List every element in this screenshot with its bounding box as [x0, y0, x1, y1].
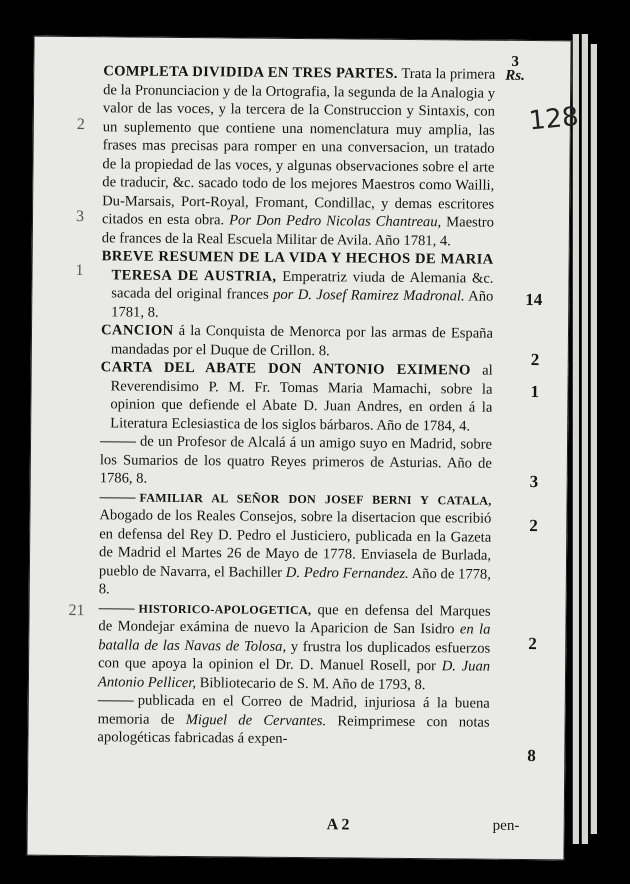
page-edge — [590, 44, 597, 834]
catalog-entry — [100, 432, 492, 491]
entry-author: D. Pedro Fernandez. — [285, 564, 409, 582]
entry-author: Por Don Pedro Nicolas Chantreau, — [229, 212, 442, 231]
entry-body: á la Conquista de Menorca por las armas de España mandadas por el Duque de Crillon. 8. — [110, 322, 494, 359]
right-margin-mark: 8 — [527, 746, 536, 766]
right-margin-mark: 14 — [525, 289, 543, 310]
catalog-entry — [97, 691, 489, 750]
entry-body: que en defensa del Marques de Mondejar exámina de nuevo la Aparicion de San Isidro — [98, 601, 491, 638]
entry-heading: COMPLETA DIVIDIDA EN TRES PARTES. — [103, 63, 398, 82]
entry-heading: HISTORICO-APOLOGETICA, — [138, 601, 312, 617]
entry-italic: Miguel de Cervantes. — [185, 711, 327, 729]
entry-body: Abogado de los Reales Consejos, sobre la disertacion que escribió en defensa del Rey D. Pedro el Justiciero, publicada en la Gazeta de Madrid el Martes 26 de Mayo de 1778. Enviasela de Burlada, pueblo de Navarra, el Bachiller — [98, 507, 492, 581]
right-margin-mark: 2 — [529, 516, 538, 536]
entry-tail: Año 1781, 8. — [111, 288, 494, 321]
entry-body: Trata la primera de la Pronunciacion y de la Ortografia, la segunda de la Analogia y valor de las voces, y la tercera de la Construccion y Sintaxis, con un suplemento que contiene una nomenclatura muy amplia, las frases mas precisas para romper en una conversacion, un tratado de la propiedad de las voces, y algunas observaciones sobre el arte de traducir, &c. sacado todo de los mejores Maestros como Wailli, Du-Marsais, Port-Royal, Fromant, Condillac, y demas escritores citados en esta obra. — [101, 65, 496, 229]
right-margin-mark: 3 — [529, 472, 539, 492]
entry-author: D. Juan Antonio Pellicer, — [97, 658, 491, 691]
catchword: pen- — [492, 817, 520, 834]
catalog-entry — [101, 247, 494, 324]
page-number: 3 — [511, 53, 519, 70]
entry-tail: Bibliotecario de S. M. Año de 1793, 8. — [199, 674, 426, 693]
entry-heading: FAMILIAR AL SEÑOR DON JOSEF BERNI Y CATALA, — [139, 490, 492, 508]
right-margin-mark: 2 — [528, 634, 537, 654]
catalog-entry — [101, 321, 493, 361]
ditto-dash — [100, 441, 136, 442]
entry-italic: en la batalla de las Navas de Tolosa — [98, 621, 491, 655]
entry-body: al Reverendisimo P. M. Fr. Tomas Maria Mamachi, sobre la opinion que defiende el Abate D. Juan Andres, en orden á la Literatura Eclesiastica de los siglos bárbaros. Año de 1784, 4. — [110, 362, 493, 434]
catalog-text — [97, 62, 495, 750]
left-margin-mark: 1 — [75, 262, 84, 280]
entry-heading: BREVE RESUMEN DE LA VIDA Y HECHOS DE MARIA TERESA DE AUSTRIA, — [101, 248, 494, 285]
page-edge — [581, 34, 588, 844]
ditto-dash — [99, 608, 135, 609]
corner-annotation: Rs. — [505, 67, 525, 84]
ditto-dash — [98, 700, 134, 701]
entry-body: Emperatriz viuda de Alemania &c. sacada del original frances — [111, 268, 494, 303]
left-margin-mark: 2 — [76, 116, 85, 134]
handwritten-number: 128 — [527, 101, 580, 137]
left-margin-mark: 3 — [75, 208, 85, 226]
right-margin-mark: 1 — [530, 382, 540, 402]
book-page — [26, 36, 580, 861]
entry-tail: Reimprimese con notas apologéticas fabricadas á expen- — [97, 712, 490, 747]
entry-body: de un Profesor de Alcalá á un amigo suyo en Madrid, sobre los Sumarios de los quatro Reyes primeros de Asturias. Año de 1786, 8. — [99, 433, 493, 487]
entry-heading: CARTA DEL ABATE DON ANTONIO EXIMENO — [100, 359, 471, 379]
catalog-entry — [99, 488, 492, 602]
ditto-dash — [100, 497, 136, 498]
left-margin-mark: 21 — [68, 601, 85, 620]
entry-author: por D. Josef Ramirez Madronal. — [273, 286, 465, 305]
signature-mark: A 2 — [326, 816, 350, 834]
catalog-entry — [100, 358, 493, 435]
right-margin-mark: 2 — [530, 350, 540, 370]
catalog-entry — [102, 62, 496, 250]
page-edge — [572, 34, 579, 844]
catalog-entry — [98, 599, 491, 695]
entry-heading: CANCION — [100, 322, 174, 339]
entry-tail: Año de 1778, 8. — [98, 565, 491, 598]
entry-tail: Maestro de frances de la Real Escuela Militar de Avila. Año 1781, 4. — [101, 214, 495, 249]
entry-body: publicada en el Correo de Madrid, injuriosa á la buena memoria de — [97, 692, 490, 728]
entry-body: , y frustra los duplicados esfuerzos con que apoya la opinion el Dr. D. Manuel Rosell, por — [98, 638, 491, 675]
